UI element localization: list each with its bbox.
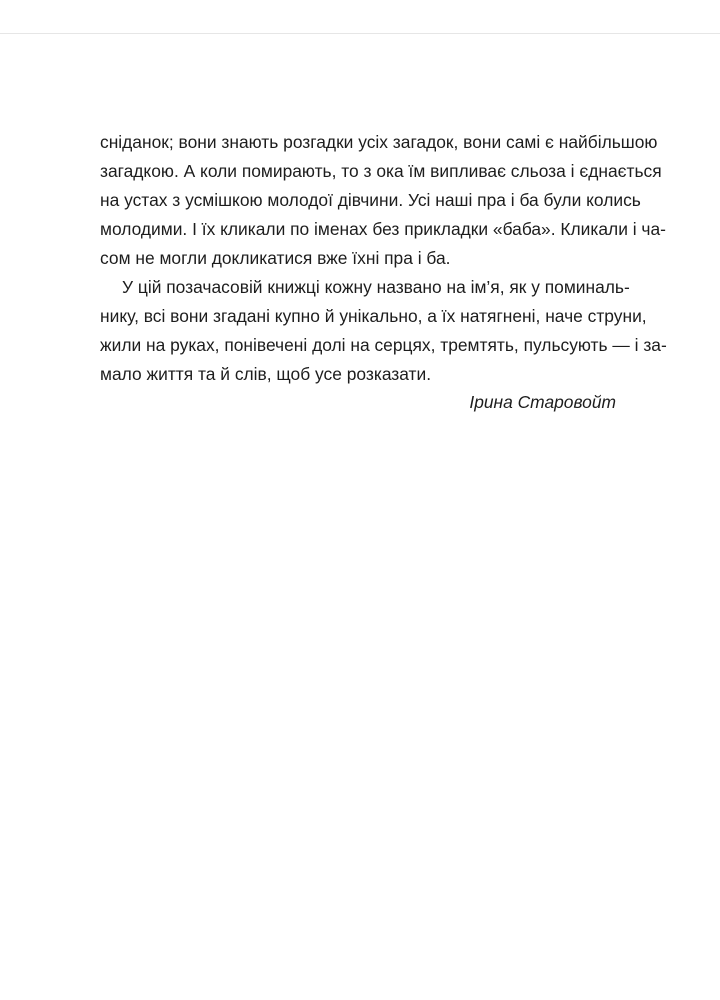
- text-line: сом не могли докликатися вже їхні пра і ба.: [100, 248, 451, 268]
- text-line: жили на руках, понівечені долі на серцях, тремтять, пульсують — і за-: [100, 335, 667, 355]
- text-line: мало життя та й слів, щоб усе розказати.: [100, 364, 432, 384]
- text-line: сніданок; вони знають розгадки усіх загадок, вони самі є найбільшою: [100, 132, 658, 152]
- text-line: нику, всі вони згадані купно й унікально, а їх натягнені, наче струни,: [100, 306, 647, 326]
- text-line: загадкою. А коли помирають, то з ока їм випливає сльоза і єднається: [100, 161, 662, 181]
- paragraph-2: [100, 273, 667, 389]
- text-line: молодими. І їх кликали по іменах без прикладки «баба». Кликали і ча-: [100, 219, 666, 239]
- paragraph-1: [100, 128, 666, 273]
- text-line: на устах з усмішкою молодої дівчини. Усі наші пра і ба були колись: [100, 190, 641, 210]
- author-signature: Ірина Старовойт: [469, 392, 616, 412]
- page-top-divider: [0, 33, 720, 34]
- main-text: [100, 128, 667, 389]
- text-line: У цій позачасовій книжці кожну названо на ім’я, як у поминаль-: [122, 277, 630, 297]
